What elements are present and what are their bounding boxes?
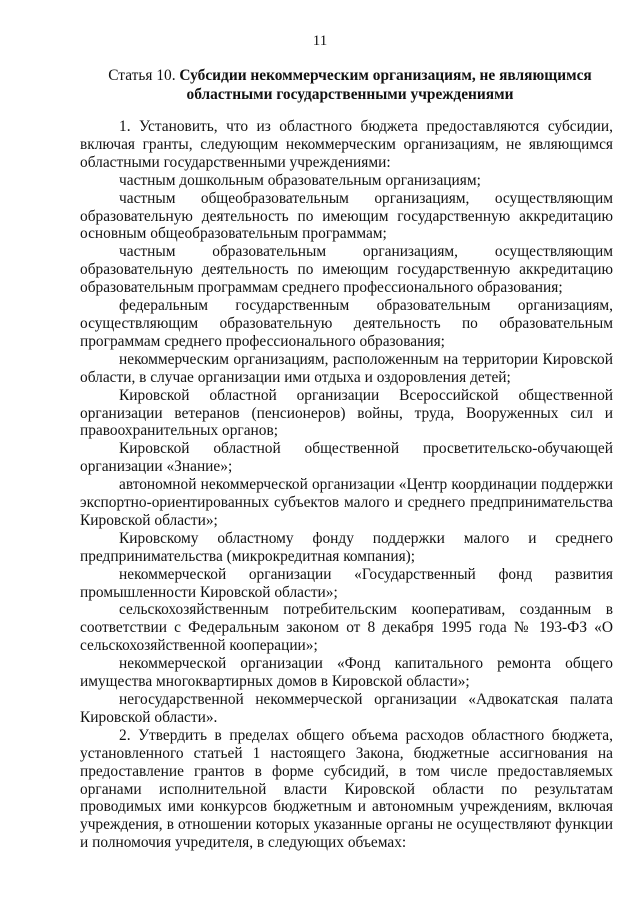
list-item: Кировскому областному фонду поддержки малого и среднего предпринимательства (микрокредитная компания);	[80, 529, 613, 565]
list-item: Кировской областной организации Всероссийской общественной организации ветеранов (пенсионеров) войны, труда, Вооруженных сил и правоохранительных органов;	[80, 386, 613, 440]
list-item: автономной некоммерческой организации «Центр координации поддержки экспортно-ориентированных субъектов малого и среднего предпринимательства Кировской области»;	[80, 476, 613, 529]
article-label: Статья 10.	[108, 67, 176, 84]
list-item: частным дошкольным образовательным организациям;	[119, 171, 481, 189]
list-item: частным общеобразовательным организациям, осуществляющим образовательную деятельность по имеющим государственную аккредитацию основным общеобразовательным программам;	[80, 189, 613, 243]
list-item: федеральным государственным образовательным организациям, осуществляющим образовательную деятельность по образовательным программам среднего профессионального образования;	[80, 297, 613, 350]
list-item: некоммерческим организациям, расположенным на территории Кировской области, в случае организации ими отдыха и оздоровления детей;	[80, 350, 613, 386]
list-item: негосударственной некоммерческой организации «Адвокатская палата Кировской области».	[80, 691, 613, 726]
article-body	[80, 118, 613, 852]
list-item: частным образовательным организациям, осуществляющим образовательную деятельность по имеющим государственную аккредитацию образовательным программам среднего профессионального образования;	[80, 243, 613, 297]
list-item: некоммерческой организации «Государственный фонд развития промышленности Кировской области»;	[80, 565, 613, 601]
article-title: Субсидии некоммерческим организациям, не являющимся областными государственными учреждениями	[179, 67, 592, 103]
paragraph: 2. Утвердить в пределах общего объема расходов областного бюджета, установленного статьей 1 настоящего Закона, бюджетные ассигнования на предоставление грантов в форме субсидий, в том числе предоставляемых органами исполнительной власти Кировской области по результатам проводимых ими конкурсов бюджетным и автономным учреждениям, включая учреждения, в отношении которых указанные органы не осуществляют функции и полномочия учредителя, в следующих объемах:	[80, 726, 613, 852]
list-item: Кировской областной общественной просветительско-обучающей организации «Знание»;	[80, 440, 613, 476]
paragraph: 1. Установить, что из областного бюджета предоставляются субсидии, включая гранты, следующим некоммерческим организациям, не являющимся областными государственными учреждениями:	[80, 118, 613, 171]
page-number: 11	[312, 33, 328, 49]
list-item: сельскохозяйственным потребительским кооперативам, созданным в соответствии с Федеральным законом от 8 декабря 1995 года № 193-ФЗ «О сельскохозяйственной кооперации»;	[80, 601, 613, 655]
list-item: некоммерческой организации «Фонд капитального ремонта общего имущества многоквартирных домов в Кировской области»;	[80, 655, 613, 691]
article-heading	[80, 66, 620, 104]
